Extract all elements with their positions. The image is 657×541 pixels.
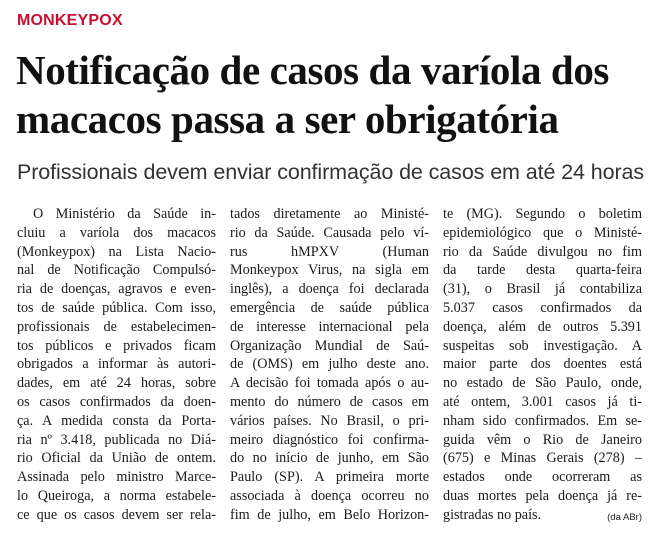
text-line: (31), o Brasil já contabiliza — [443, 281, 642, 298]
text-line: no estado de São Paulo, onde, — [443, 375, 642, 392]
text-line: Monkeypox Virus, na sigla em — [230, 262, 429, 279]
text-line: meiro diagnóstico foi confirma- — [230, 431, 429, 448]
text-line: profissionais de estabelecimen- — [17, 318, 216, 335]
text-line: Paulo (SP). A primeira morte — [230, 469, 429, 486]
text-line: A decisão foi tomada após o au- — [230, 375, 429, 392]
text-line: mento do número de casos em — [230, 393, 429, 410]
text-line: duas mortes pela doença já re- — [443, 487, 642, 504]
text-line: Organização Mundial de Saú- — [230, 337, 429, 354]
article-column-2 — [230, 205, 429, 535]
article-body — [17, 205, 642, 535]
text-line: de (OMS) em julho deste ano. — [230, 356, 429, 373]
text-line: os casos confirmados da doen- — [17, 393, 216, 410]
subheadline: Profissionais devem enviar confirmação de casos em até 24 horas — [17, 160, 645, 184]
text-line: gistradas no país. (da ABr) — [443, 506, 642, 528]
text-line: da tarde desta quarta-feira — [443, 262, 642, 279]
headline: Notificação de casos da varíola dos macacos passa a ser obrigatória — [16, 47, 609, 142]
text-line: Assinada pelo ministro Marce- — [17, 469, 216, 486]
text-line: nal de Notificação Compulsó- — [17, 262, 216, 279]
section-kicker: MONKEYPOX — [17, 12, 123, 29]
text-line: ria de doenças, agravos e even- — [17, 281, 216, 298]
text-line: rio Oficial da União de ontem. — [17, 450, 216, 467]
text-line: (675) e Minas Gerais (278) – — [443, 450, 642, 467]
text-line: suspeitas sob investigação. A — [443, 337, 642, 354]
text-line: lo Queiroga, a norma estabele- — [17, 487, 216, 504]
text-line: associada à doença ocorreu no — [230, 487, 429, 504]
text-line: dades, em até 24 horas, sobre — [17, 375, 216, 392]
text-line: te (MG). Segundo o boletim — [443, 206, 642, 222]
text-line: tados diretamente ao Ministé- — [230, 206, 429, 222]
text-line: de interesse internacional pela — [230, 318, 429, 335]
text-line: doença, além de outros 5.391 — [443, 318, 642, 335]
text-line: maior parte dos doentes está — [443, 356, 642, 373]
text-line: 5.037 casos confirmados da — [443, 299, 642, 316]
text-line: estados onde ocorreram as — [443, 469, 642, 486]
text-line: guida vêm o Rio de Janeiro — [443, 431, 642, 448]
text-line: até ontem, 3.001 casos já ti- — [443, 393, 642, 410]
text-line: obrigados a informar às autori- — [17, 356, 216, 373]
text-line: tos de saúde pública. Com isso, — [17, 299, 216, 316]
text-line: O Ministério da Saúde in- — [33, 206, 216, 222]
text-line: rus hMPXV (Human — [230, 243, 429, 260]
text-line: ce que os casos devem ser rela- — [17, 506, 216, 523]
text-line: vários países. No Brasil, o pri- — [230, 412, 429, 429]
text-line: do no início de junho, em São — [230, 450, 429, 467]
text-line: inglês), a doença foi declarada — [230, 281, 429, 298]
text-line: ria nº 3.418, publicada no Diá- — [17, 431, 216, 448]
text-line: cluiu a varíola dos macacos — [17, 224, 216, 241]
text-line: ça. A medida consta da Porta- — [17, 412, 216, 429]
text-line: nham sido confirmados. Em se- — [443, 412, 642, 429]
text-line: fim de julho, em Belo Horizon- — [230, 506, 429, 523]
text-line: emergência de saúde pública — [230, 299, 429, 316]
text-line: rio da Saúde. Causada pelo ví- — [230, 224, 429, 241]
article-column-1 — [17, 205, 216, 535]
source-credit: (da ABr) — [607, 511, 642, 523]
text-line: rio da Saúde divulgou no fim — [443, 243, 642, 260]
text-line: epidemiológico que o Ministé- — [443, 224, 642, 241]
text-line: tos públicos e privados ficam — [17, 337, 216, 354]
article-column-3 — [443, 205, 642, 535]
text-line: (Monkeypox) na Lista Nacio- — [17, 243, 216, 260]
